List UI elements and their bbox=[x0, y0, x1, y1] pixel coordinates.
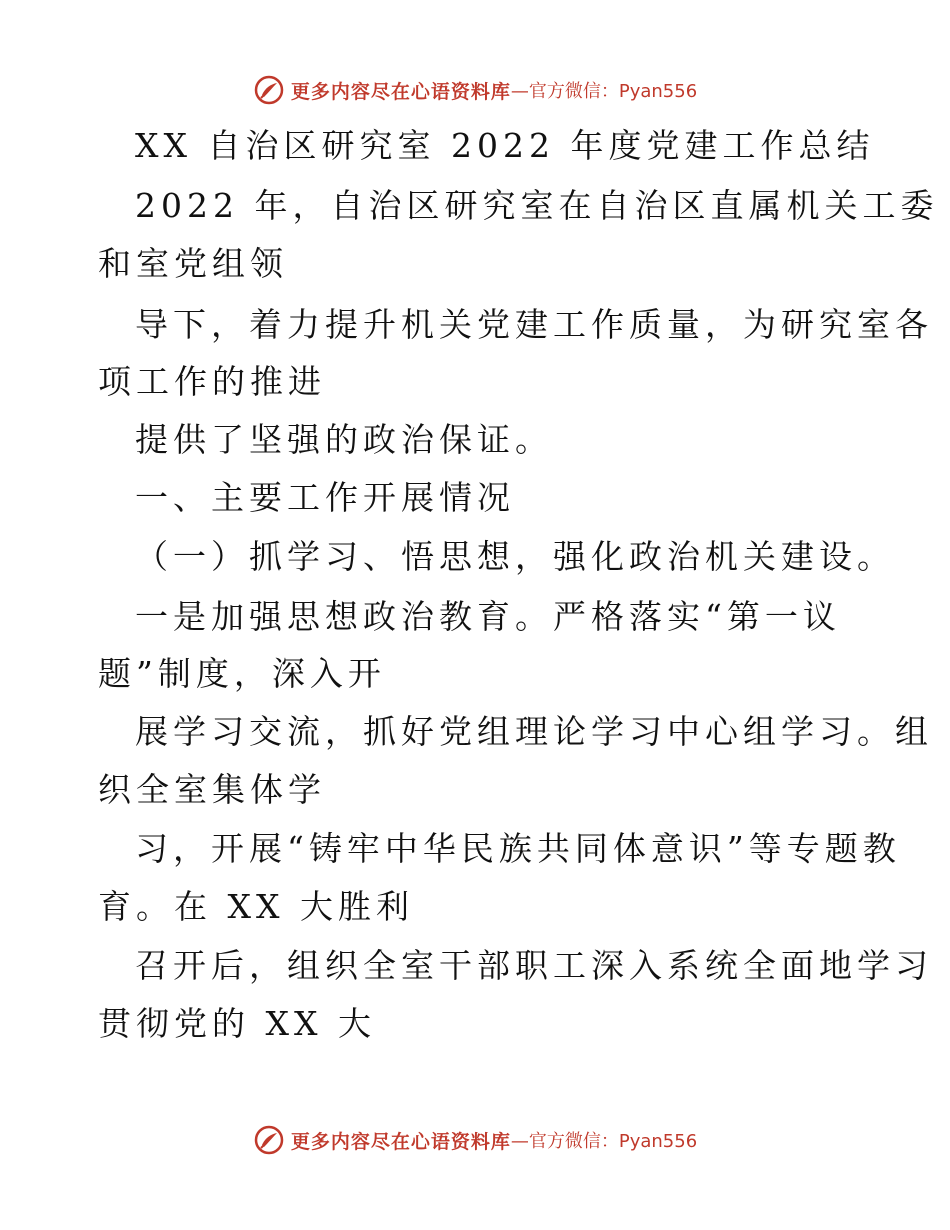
header-banner-contact: —官方微信：Pyan556 bbox=[510, 81, 698, 102]
paragraph-line: 习，开展“铸牢中华民族共同体意识”等专题教 bbox=[135, 829, 901, 868]
paragraph-line: 和室党组领 bbox=[98, 244, 288, 283]
pen-swirl-logo-icon bbox=[253, 74, 285, 106]
paragraph-line: 导下，着力提升机关党建工作质量，为研究室各 bbox=[135, 305, 933, 344]
footer-banner-contact: —官方微信：Pyan556 bbox=[510, 1131, 698, 1152]
subsection-heading: （一）抓学习、悟思想，强化政治机关建设。 bbox=[135, 537, 895, 576]
paragraph-line: 题”制度，深入开 bbox=[98, 654, 386, 693]
paragraph-line: 提供了坚强的政治保证。 bbox=[135, 420, 553, 459]
section-heading: 一、主要工作开展情况 bbox=[135, 478, 515, 517]
pen-swirl-logo-icon bbox=[253, 1124, 285, 1156]
document-title: XX 自治区研究室 2022 年度党建工作总结 bbox=[135, 126, 875, 165]
paragraph-line: 一是加强思想政治教育。严格落实“第一议 bbox=[135, 597, 841, 636]
header-banner bbox=[0, 70, 950, 110]
paragraph-line: 召开后，组织全室干部职工深入系统全面地学习 bbox=[135, 946, 933, 985]
paragraph-line: 贯彻党的 XX 大 bbox=[98, 1004, 376, 1043]
paragraph-line: 织全室集体学 bbox=[98, 770, 326, 809]
header-banner-title: 更多内容尽在心语资料库 bbox=[290, 80, 511, 103]
paragraph-line: 展学习交流，抓好党组理论学习中心组学习。组 bbox=[135, 712, 933, 751]
paragraph-line: 2022 年，自治区研究室在自治区直属机关工委 bbox=[135, 186, 939, 225]
footer-banner bbox=[0, 1120, 950, 1160]
paragraph-line: 育。在 XX 大胜利 bbox=[98, 887, 414, 926]
paragraph-line: 项工作的推进 bbox=[98, 362, 326, 401]
footer-banner-title: 更多内容尽在心语资料库 bbox=[290, 1130, 511, 1153]
